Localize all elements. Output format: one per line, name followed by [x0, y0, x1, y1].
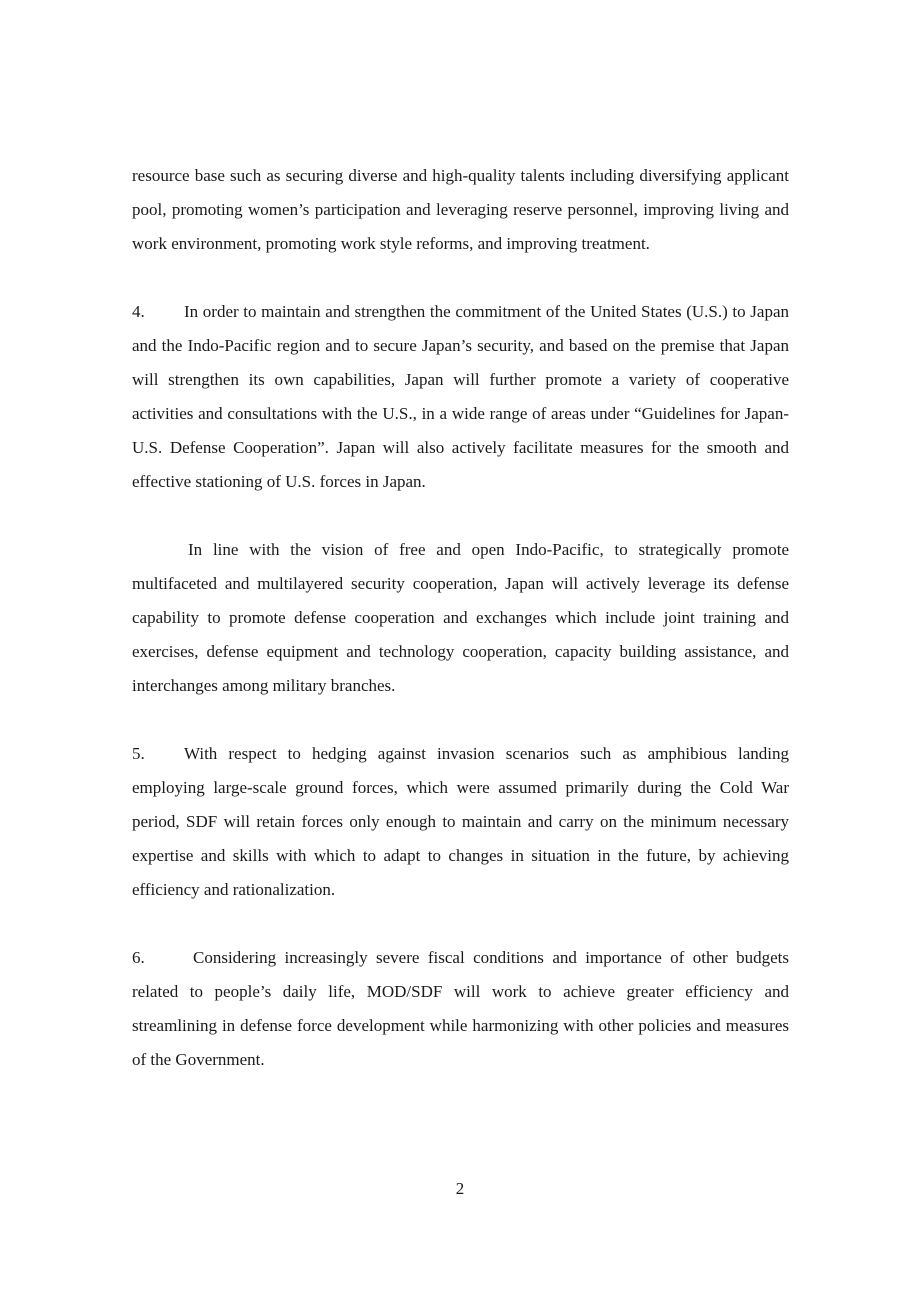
- paragraph-continuation: [132, 159, 789, 261]
- paragraph-text: Considering increasingly severe fiscal conditions and importance of other budgets related to people’s daily life, MOD/SDF will work to achieve greater efficiency and streamlining in defense force development while harmonizing with other policies and measures of the Government.: [132, 948, 789, 1069]
- paragraph-text: With respect to hedging against invasion scenarios such as amphibious landing employing large-scale ground forces, which were assumed primarily during the Cold War period, SDF will retain forces only enough to maintain and carry on the minimum necessary expertise and skills with which to adapt to changes in situation in the future, by achieving efficiency and rationalization.: [132, 744, 789, 899]
- paragraph-4-continued: [132, 533, 789, 703]
- document-body: [132, 159, 789, 1077]
- paragraph-text: In order to maintain and strengthen the commitment of the United States (U.S.) to Japan and the Indo-Pacific region and to secure Japan’s security, and based on the premise that Japan will strengthen its own capabilities, Japan will further promote a variety of cooperative activities and consultations with the U.S., in a wide range of areas under “Guidelines for Japan-U.S. Defense Cooperation”. Japan will also actively facilitate measures for the smooth and effective stationing of U.S. forces in Japan.: [132, 302, 789, 491]
- paragraph-6: [132, 941, 789, 1077]
- paragraph-5: [132, 737, 789, 907]
- page-number: 2: [455, 1179, 465, 1198]
- paragraph-number: 4.: [132, 302, 145, 321]
- paragraph-text: In line with the vision of free and open Indo-Pacific, to strategically promote multifaceted and multilayered security cooperation, Japan will actively leverage its defense capability to promote defense cooperation and exchanges which include joint training and exercises, defense equipment and technology cooperation, capacity building assistance, and interchanges among military branches.: [132, 540, 789, 695]
- paragraph-text: resource base such as securing diverse and high-quality talents including diversifying applicant pool, promoting women’s participation and leveraging reserve personnel, improving living and work environment, promoting work style reforms, and improving treatment.: [132, 166, 789, 253]
- paragraph-number: 6.: [132, 948, 145, 967]
- paragraph-number: 5.: [132, 744, 145, 763]
- paragraph-4: [132, 295, 789, 499]
